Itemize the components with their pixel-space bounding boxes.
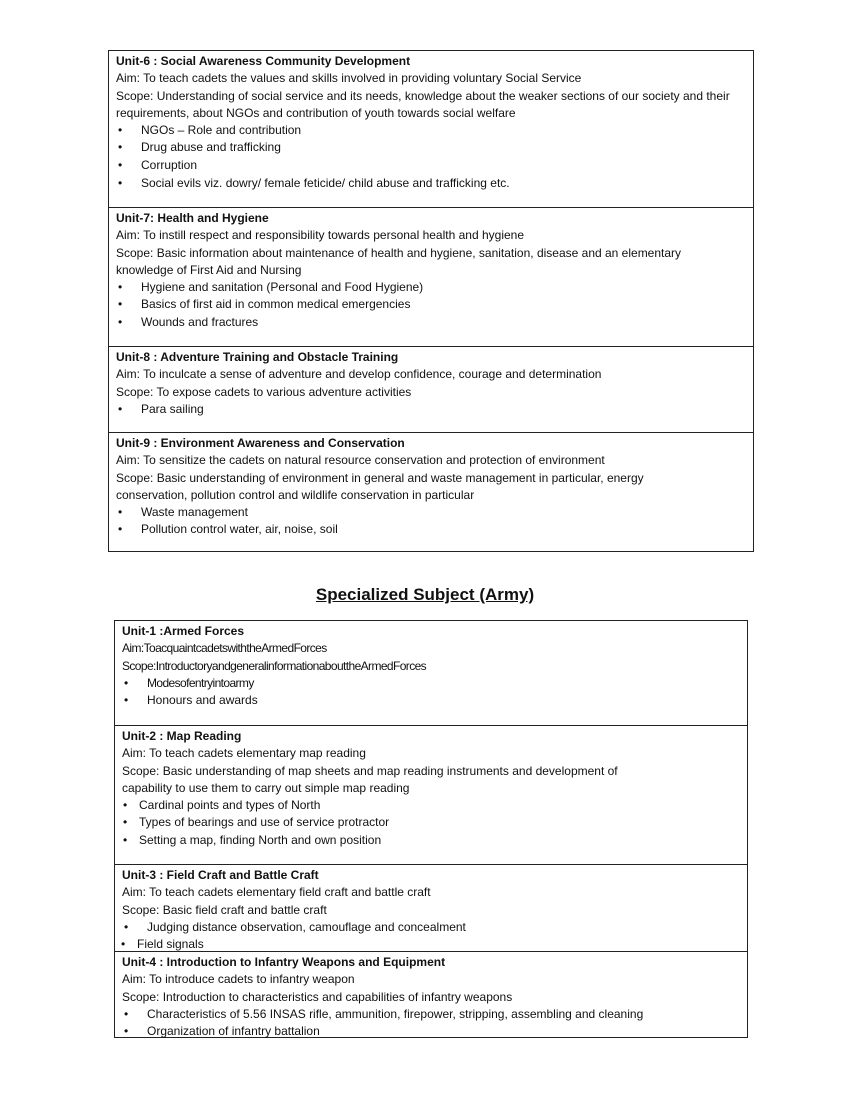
unit-scope: Scope: To expose cadets to various adventure activities [116, 384, 412, 399]
unit-scope: Scope: Basic field craft and battle craft [122, 902, 327, 917]
army-units-table [114, 620, 748, 1038]
unit-3-cell [115, 864, 747, 951]
unit-scope: Scope: Understanding of social service and its needs, knowledge about the weaker sections of our society and their requirements, about NGOs and contribution of youth towards social welfare [116, 88, 730, 120]
list-item: • Pollution control water, air, noise, soil [116, 521, 753, 538]
unit-9-cell [109, 432, 753, 552]
unit-8-cell [109, 346, 753, 432]
unit-aim: Aim: To instill respect and responsibility towards personal health and hygiene [116, 228, 525, 243]
unit-aim: Aim: To teach cadets elementary field craft and battle craft [122, 885, 431, 900]
unit-aim: Aim: To introduce cadets to infantry weapon [122, 972, 355, 987]
list-item: • Corruption [116, 157, 753, 174]
list-item: • Characteristics of 5.56 INSAS rifle, ammunition, firepower, stripping, assembling and cleaning [122, 1006, 747, 1023]
unit-aim: Aim: To inculcate a sense of adventure and develop confidence, courage and determination [116, 367, 602, 382]
list-item: • Modesofentryintoarmy [122, 675, 747, 692]
list-item: • Setting a map, finding North and own position [122, 832, 747, 849]
unit-aim: Aim: To sensitize the cadets on natural resource conservation and protection of environment [116, 453, 605, 468]
list-item: • Basics of first aid in common medical emergencies [116, 296, 753, 313]
list-item: • Drug abuse and trafficking [116, 139, 753, 156]
unit-7-cell [109, 207, 753, 346]
general-units-table [108, 50, 754, 552]
unit-aim: Aim:ToacquaintcadetswiththeArmedForces [122, 641, 327, 656]
unit-title: Unit-4 : Introduction to Infantry Weapons and Equipment [122, 955, 446, 969]
unit-title: Unit-9 : Environment Awareness and Conservation [116, 436, 405, 450]
list-item: • Hygiene and sanitation (Personal and Food Hygiene) [116, 279, 753, 296]
list-item: • Honours and awards [122, 692, 747, 709]
list-item: • Para sailing [116, 401, 753, 418]
unit-title: Unit-7: Health and Hygiene [116, 211, 269, 225]
list-item: • Cardinal points and types of North [122, 797, 747, 814]
unit-title: Unit-3 : Field Craft and Battle Craft [122, 868, 319, 882]
list-item: • Types of bearings and use of service protractor [122, 814, 747, 831]
unit-title: Unit-6 : Social Awareness Community Development [116, 54, 411, 68]
unit-title: Unit-8 : Adventure Training and Obstacle Training [116, 350, 399, 364]
unit-scope: Scope:IntroductoryandgeneralinformationabouttheArmedForces [122, 658, 427, 673]
list-item: • NGOs – Role and contribution [116, 122, 753, 139]
list-item: • Organization of infantry battalion [122, 1023, 747, 1040]
unit-scope: Scope: Basic information about maintenance of health and hygiene, sanitation, disease and an elementary knowledge of First Aid and Nursing [116, 245, 682, 277]
list-item: • Judging distance observation, camouflage and concealment [122, 919, 747, 936]
unit-scope: Scope: Introduction to characteristics and capabilities of infantry weapons [122, 989, 513, 1004]
unit-1-cell [115, 621, 747, 725]
list-item: • Social evils viz. dowry/ female feticide/ child abuse and trafficking etc. [116, 175, 753, 192]
unit-4-cell [115, 951, 747, 1038]
unit-scope: Scope: Basic understanding of environment in general and waste management in particular, energy conservation, pollution control and wildlife conservation in particular [116, 470, 644, 502]
unit-aim: Aim: To teach cadets elementary map reading [122, 746, 366, 761]
unit-6-cell [109, 51, 753, 207]
unit-2-cell [115, 725, 747, 864]
list-item: • Waste management [116, 504, 753, 521]
unit-title: Unit-2 : Map Reading [122, 729, 242, 743]
section-heading: Specialized Subject (Army) [315, 585, 535, 604]
list-item: • Wounds and fractures [116, 314, 753, 331]
list-item: • Field signals [119, 936, 747, 953]
unit-scope: Scope: Basic understanding of map sheets and map reading instruments and development of capability to use them to carry out simple map reading [122, 763, 618, 795]
unit-title: Unit-1 :Armed Forces [122, 624, 245, 638]
unit-aim: Aim: To teach cadets the values and skills involved in providing voluntary Social Service [116, 71, 582, 86]
